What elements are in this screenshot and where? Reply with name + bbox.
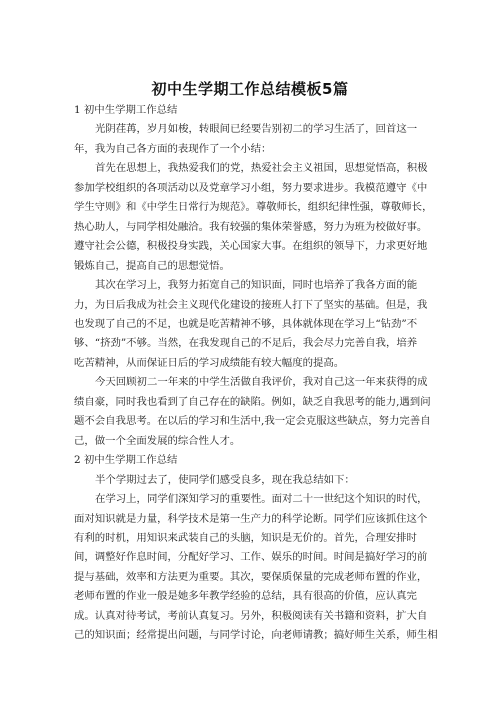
paragraph-line: 年，我为自己各方面的表现作了一个小结：	[74, 142, 272, 155]
paragraph-line: 面对知识就是力量，科学技术是第一生产力的科学论断。同学们应该抓住这个	[74, 512, 428, 525]
section-heading: 2 初中生学期工作总结	[74, 454, 178, 467]
paragraph-line: 光阴荏苒，岁月如梭，转眼间已经要告别初二的学习生活了，回首这一	[95, 123, 418, 136]
paragraph-line: 在学习上，同学们深知学习的重要性。面对二十一世纪这个知识的时代，	[95, 493, 428, 506]
paragraph-line: 成。认真对待考试，考前认真复习。另外，积极阅读有关书籍和资料，扩大自	[74, 609, 428, 622]
paragraph	[74, 373, 430, 451]
paragraph	[74, 490, 438, 646]
paragraph-line: 间，调整好作息时间，分配好学习、工作、娱乐的时间。时间是搞好学习的前	[74, 551, 428, 564]
paragraph-line: 老师布置的作业一般是她多年教学经验的总结，具有很高的价值，应认真完	[74, 590, 417, 603]
paragraph-line: 己的知识面；经常提出问题，与同学讨论，向老师请教；搞好师生关系，师生相	[74, 629, 438, 642]
paragraph-line: 力，为日后我成为社会主义现代化建设的接班人打下了坚实的基础。但是，我	[74, 298, 428, 311]
paragraph-line: 己，做一个全面发展的综合性人才。	[74, 434, 241, 447]
paragraph-line: 首先在思想上，我热爱我们的党，热爱社会主义祖国，思想觉悟高，积极	[95, 162, 428, 175]
paragraph	[74, 159, 433, 276]
document-body	[74, 101, 438, 646]
paragraph-line: 其次在学习上，我努力拓宽自己的知识面，同时也培养了我各方面的能	[95, 279, 418, 292]
document-title: 初中生学期工作总结模板5篇	[151, 80, 349, 98]
paragraph-line: 够、“挤劲”不够。当然，在我发现自己的不足后，我会尽力完善自我，培养	[74, 337, 418, 350]
paragraph-line: 有利的时机，用知识来武装自己的头脑，知识是无价的。首先，合理安排时	[74, 531, 417, 544]
section-heading: 1 初中生学期工作总结	[74, 104, 178, 116]
paragraph-line: 提与基础，效率和方法更为重要。其次，要保质保量的完成老师布置的作业，	[74, 570, 428, 583]
paragraph-line: 今天回顾初二一年来的中学生活做自我评价，我对自己这一年来获得的成	[95, 376, 428, 389]
paragraph	[74, 471, 430, 490]
paragraph	[74, 120, 430, 159]
paragraph-line: 遵守社会公德，积极投身实践，关心国家大事。在组织的领导下，力求更好地	[74, 240, 428, 253]
paragraph-line: 参加学校组织的各项活动以及党章学习小组，努力要求进步。我模范遵守《中	[74, 181, 428, 194]
paragraph	[74, 276, 430, 373]
paragraph-line: 半个学期过去了，使同学们感受良多，现在我总结如下：	[95, 473, 355, 486]
paragraph-line: 热心助人，与同学相处融洽。我有较强的集体荣誉感，努力为班为校做好事。	[74, 220, 428, 233]
paragraph-line: 绩自豪，同时我也看到了自己存在的缺陷。例如，缺乏自我思考的能力,遇到问	[74, 395, 431, 408]
paragraph-line: 锻炼自己，提高自己的思想觉悟。	[74, 259, 230, 272]
paragraph-line: 吃苦精神，从而保证日后的学习成绩能有较大幅度的提高。	[74, 356, 345, 369]
paragraph-line: 题不会自我思考。在以后的学习和生活中,我一定会克服这些缺点，努力完善自	[74, 415, 431, 428]
paragraph-line: 也发现了自己的不足，也就是吃苦精神不够，具体就体现在学习上“钻劲”不	[74, 317, 418, 330]
paragraph-line: 学生守则》和《中学生日常行为规范》。尊敬师长，组织纪律性强，尊敬师长，	[74, 201, 433, 214]
